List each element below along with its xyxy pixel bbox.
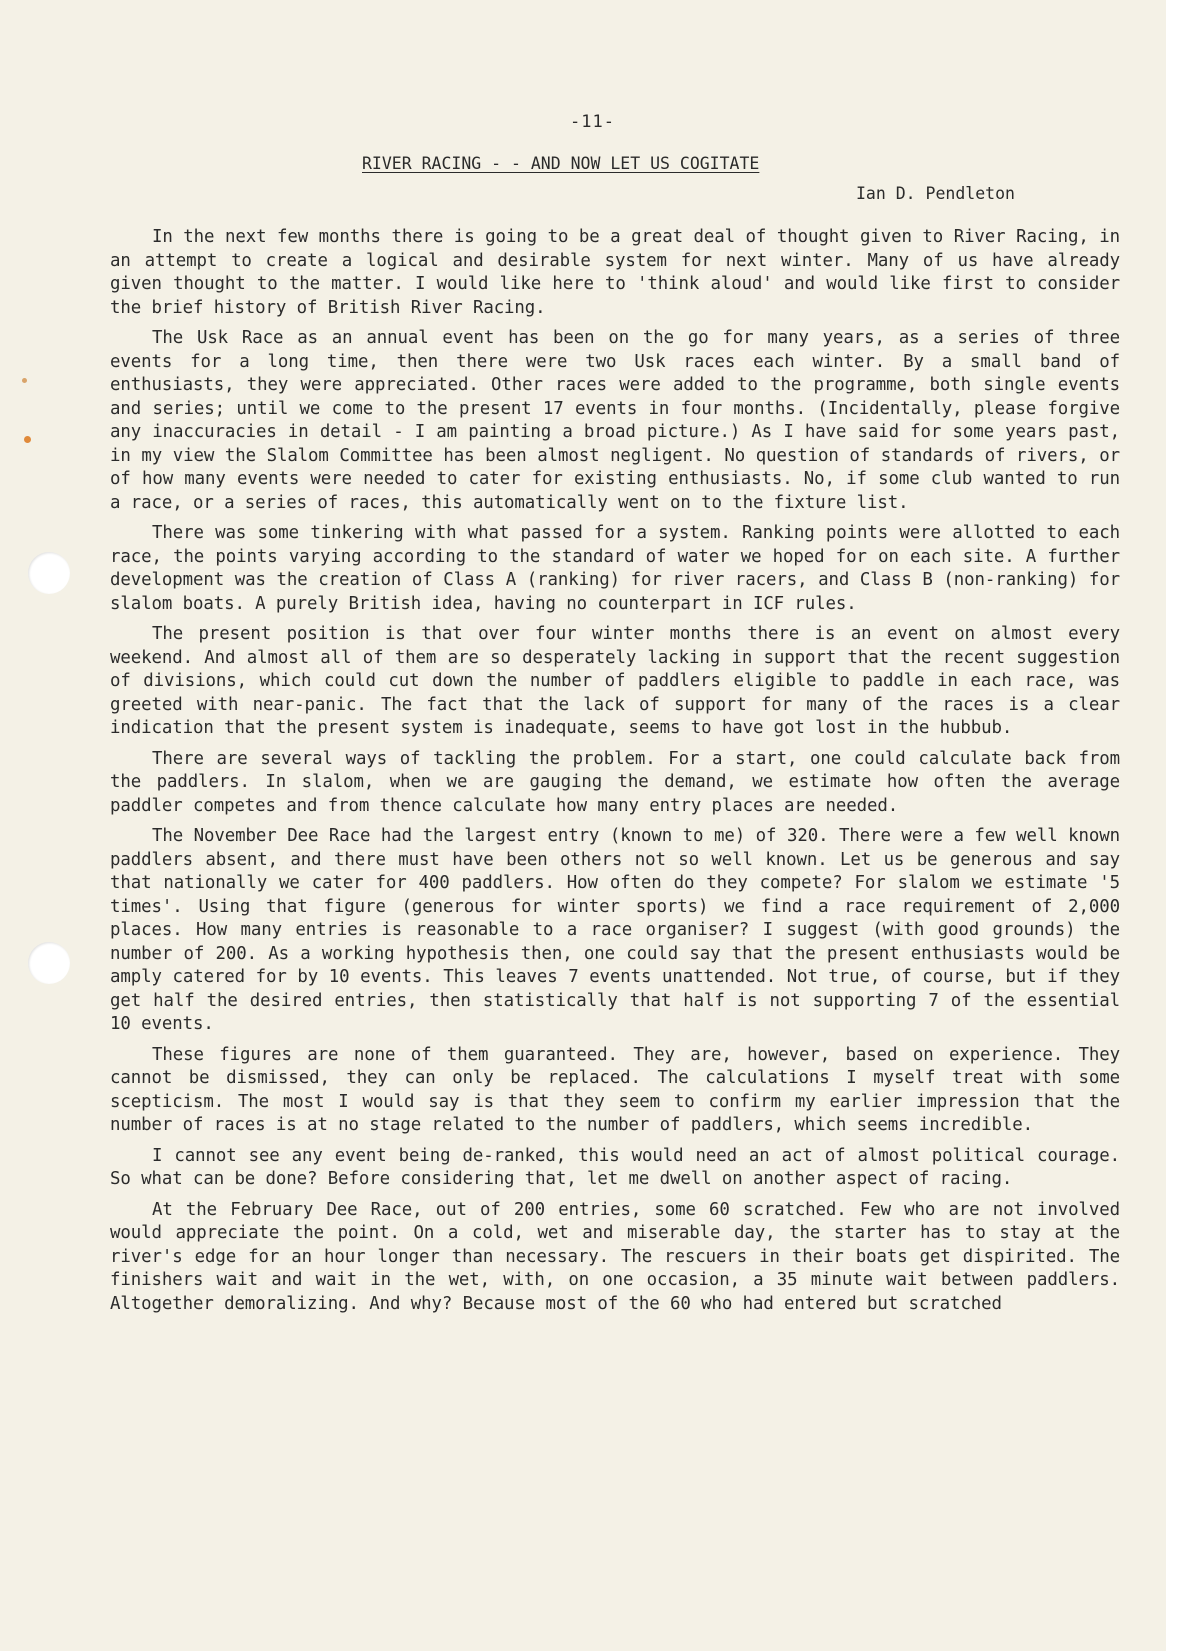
- ink-mark: [24, 436, 31, 443]
- paragraph: The Usk Race as an annual event has been on the go for many years, as a series of three events for a long time, then there were two Usk races each winter. By a small band of enthusiasts, they were appreciated. Other races were added to the programme, both single events and series; until we come to the present 17 events in four months. (Incidentally, please forgive any inaccuracies in detail - I am painting a broad picture.) As I have said for some years past, in my view the Slalom Committee has been almost negligent. No question of standards of rivers, or of how many events were needed to cater for existing enthusiasts. No, if some club wanted to run a race, or a series of races, this automatically went on to the fixture list.: [110, 328, 1120, 513]
- paragraph: I cannot see any event being de-ranked, this would need an act of almost political courage. So what can be done? Before considering that, let me dwell on another aspect of racing.: [110, 1145, 1120, 1189]
- punch-hole: [28, 552, 70, 594]
- paragraph: At the February Dee Race, out of 200 entries, some 60 scratched. Few who are not involved would appreciate the point. On a cold, wet and miserable day, the starter has to stay at the river's edge for an hour longer than necessary. The rescuers in their boats get dispirited. The finishers wait and wait in the wet, with, on one occasion, a 35 minute wait between paddlers. Altogether demoralizing. And why? Because most of the 60 who had entered but scratched: [110, 1199, 1120, 1314]
- paragraph: The present position is that over four winter months there is an event on almost every weekend. And almost all of them are so desperately lacking in support that the recent suggestion of divisions, which could cut down the number of paddlers eligible to paddle in each race, was greeted with near-panic. The fact that the lack of support for many of the races is a clear indication that the present system is inadequate, seems to have got lost in the hubbub.: [110, 624, 1120, 738]
- paragraph: In the next few months there is going to be a great deal of thought given to River Racing, in an attempt to create a logical and desirable system for next winter. Many of us have already given thought to the matter. I would like here to 'think aloud' and would like first to consider the brief history of British River Racing.: [110, 227, 1120, 318]
- article-body: [110, 226, 1120, 1323]
- page-margin: [1166, 0, 1200, 1651]
- article-title: RIVER RACING - - AND NOW LET US COGITATE: [362, 154, 760, 173]
- paragraph: The November Dee Race had the largest entry (known to me) of 320. There were a few well known paddlers absent, and there must have been others not so well known. Let us be generous and say that nationally we cater for 400 paddlers. How often do they compete? For slalom we estimate '5 times'. Using that figure (generous for winter sports) we find a race requirement of 2,000 places. How many entries is reasonable to a race organiser? I suggest (with good grounds) the number of 200. As a working hypothesis then, one could say that the present enthusiasts would be amply catered for by 10 events. This leaves 7 events unattended. Not true, of course, but if they get half the desired entries, then statistically that half is not supporting 7 of the essential 10 events.: [110, 826, 1120, 1034]
- paragraph: There was some tinkering with what passed for a system. Ranking points were allotted to each race, the points varying according to the standard of water we hoped for on each site. A further development was the creation of Class A (ranking) for river racers, and Class B (non-ranking) for slalom boats. A purely British idea, having no counterpart in ICF rules.: [110, 523, 1120, 614]
- paragraph: These figures are none of them guaranteed. They are, however, based on experience. They cannot be dismissed, they can only be replaced. The calculations I myself treat with some scepticism. The most I would say is that they seem to confirm my earlier impression that the number of races is at no stage related to the number of paddlers, which seems incredible.: [110, 1044, 1120, 1135]
- page-number: -11-: [570, 112, 615, 132]
- paragraph: There are several ways of tackling the problem. For a start, one could calculate back from the paddlers. In slalom, when we are gauging the demand, we estimate how often the average paddler competes and from thence calculate how many entry places are needed.: [110, 748, 1120, 816]
- punch-hole: [28, 942, 70, 984]
- article-author: Ian D. Pendleton: [856, 184, 1015, 203]
- ink-mark: [22, 378, 27, 383]
